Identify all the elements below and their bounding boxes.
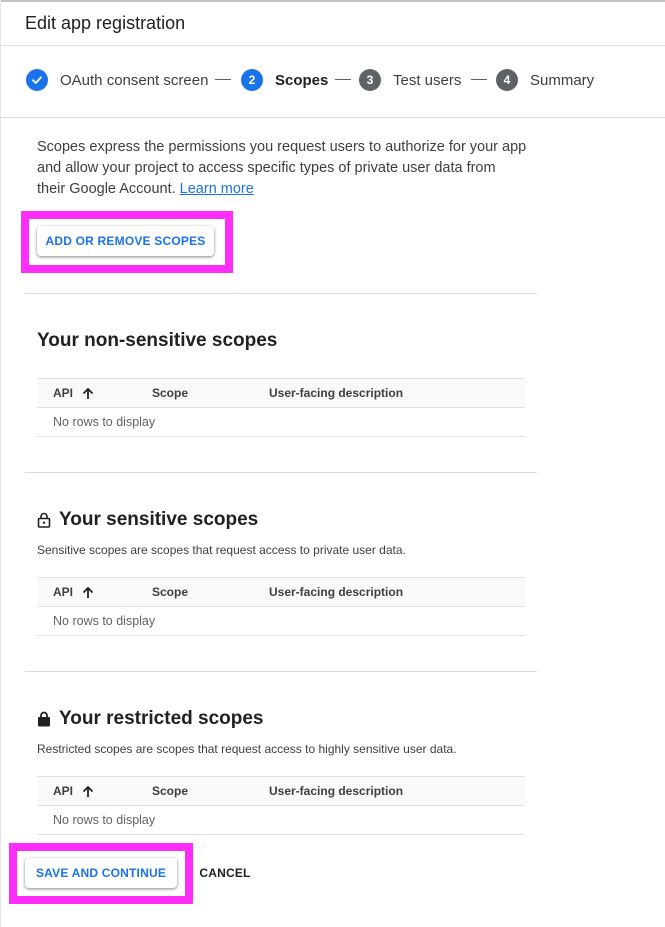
table-header (37, 577, 525, 607)
step-number: 2 (241, 69, 263, 91)
section-title (37, 708, 264, 730)
non-sensitive-scopes-table (37, 378, 525, 437)
column-label: API (53, 585, 74, 599)
step-test-users[interactable] (359, 68, 461, 92)
step-label: OAuth consent screen (60, 71, 209, 89)
column-api[interactable] (53, 386, 94, 400)
column-label: User-facing description (269, 784, 404, 798)
column-scope[interactable] (152, 585, 188, 599)
save-and-continue-button[interactable]: SAVE AND CONTINUE (25, 858, 177, 888)
scopes-intro (37, 137, 527, 200)
column-scope[interactable] (152, 386, 188, 400)
section-title (37, 330, 277, 352)
table-header (37, 378, 525, 408)
step-oauth-consent-screen[interactable] (26, 68, 208, 92)
learn-more-link[interactable]: Learn more (179, 181, 254, 197)
step-label: Scopes (275, 71, 329, 89)
stepper (0, 58, 665, 102)
sensitive-scopes-table (37, 577, 525, 636)
section-title-text: Your restricted scopes (59, 708, 264, 729)
section-description: Sensitive scopes are scopes that request access to private user data. (37, 543, 406, 557)
step-connector (471, 79, 487, 80)
arrow-upward-icon (82, 586, 94, 599)
column-api[interactable] (53, 585, 94, 599)
arrow-upward-icon (82, 387, 94, 400)
column-label: Scope (152, 784, 189, 798)
table-row (37, 806, 525, 835)
arrow-upward-icon (82, 785, 94, 798)
lock-open-icon (37, 512, 51, 528)
column-label: User-facing description (269, 386, 404, 400)
column-label: Scope (152, 386, 189, 400)
column-user-facing-description[interactable] (269, 585, 403, 599)
section-title-text: Your non-sensitive scopes (37, 330, 278, 351)
column-label: API (53, 386, 74, 400)
step-label: Test users (393, 71, 462, 89)
divider (25, 671, 537, 672)
step-number: 3 (359, 69, 381, 91)
divider (0, 117, 665, 118)
column-user-facing-description[interactable] (269, 784, 403, 798)
intro-text: Scopes express the permissions you request users to authorize for your app and allow your project to access specific types of private user data from their Google Account. (37, 139, 527, 197)
page-title: Edit app registration (25, 13, 186, 33)
column-api[interactable] (53, 784, 94, 798)
page-header (0, 2, 665, 46)
restricted-scopes-table (37, 776, 525, 835)
section-title (37, 509, 258, 531)
table-row (37, 607, 525, 636)
column-label: Scope (152, 585, 189, 599)
step-scopes[interactable] (241, 68, 328, 92)
column-label: User-facing description (269, 585, 404, 599)
section-description: Restricted scopes are scopes that request access to highly sensitive user data. (37, 742, 457, 756)
column-label: API (53, 784, 74, 798)
divider (25, 293, 537, 294)
step-connector (215, 79, 231, 80)
lock-icon (37, 711, 51, 727)
section-title-text: Your sensitive scopes (59, 509, 259, 530)
step-number: 4 (496, 69, 518, 91)
step-connector (335, 79, 351, 80)
left-border (0, 0, 1, 927)
add-or-remove-scopes-button[interactable]: ADD OR REMOVE SCOPES (37, 226, 214, 256)
step-summary[interactable] (496, 68, 594, 92)
divider (25, 472, 537, 473)
empty-state-text: No rows to display (53, 614, 156, 628)
table-header (37, 776, 525, 806)
table-row (37, 408, 525, 437)
empty-state-text: No rows to display (53, 415, 156, 429)
column-scope[interactable] (152, 784, 188, 798)
step-label: Summary (530, 71, 595, 89)
cancel-button[interactable]: CANCEL (199, 866, 251, 880)
check-circle-icon (26, 69, 48, 91)
column-user-facing-description[interactable] (269, 386, 403, 400)
empty-state-text: No rows to display (53, 813, 156, 827)
